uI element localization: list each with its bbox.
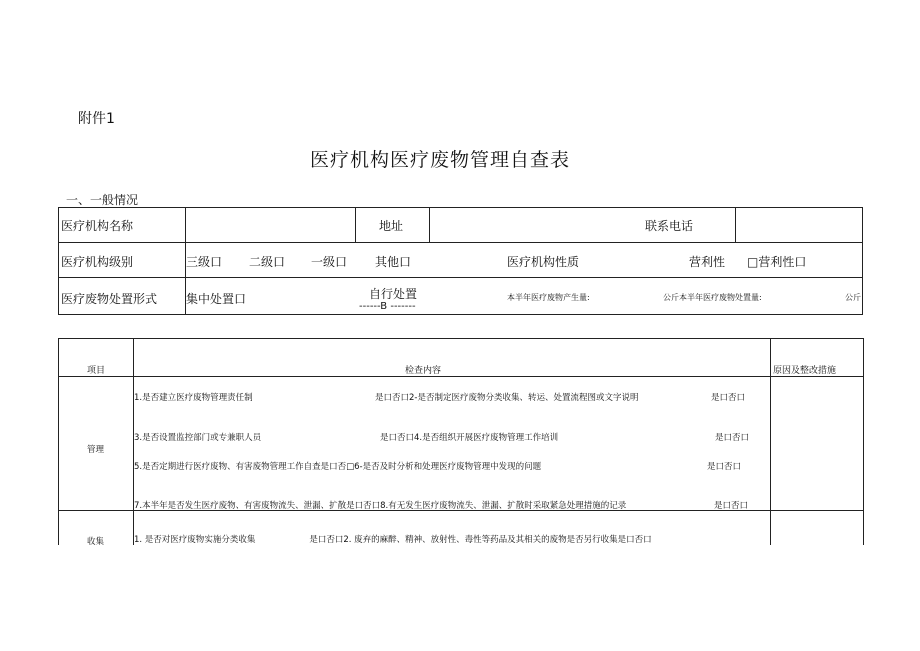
nature-checkbox-profit[interactable]: 营利性 [689,255,726,269]
level-checkbox-tertiary[interactable]: 三级口 [186,255,223,269]
disposal-checkbox-central[interactable]: 集中处置口 [186,292,247,306]
check-item-6-options[interactable]: 是口否口 [707,462,742,472]
col-divider [735,208,736,242]
check-item-3: 3.是否设置监控部门或专兼职人员 [134,433,262,443]
row-divider [59,277,862,278]
management-label: 管理 [87,445,105,455]
waste-disposed-label: 公斤本半年医疗废物处置量: [663,293,762,302]
header-reason: 原因及整改措施 [773,366,837,376]
level-checkbox-primary[interactable]: 一级口 [311,255,348,269]
check-item-2-options[interactable]: 是口否口 [711,393,746,403]
check-item-3-4-options[interactable]: 是口否口4.是否组织开展医疗废物管理工作培训 [380,433,559,443]
unit-kg-label: 公斤 [845,293,861,302]
check-item-1-2-options[interactable]: 是口否口2-是否制定医疗废物分类收集、转运、处置流程图或文字说明 [375,393,639,403]
check-item-1: 1.是否建立医疗废物管理责任制 [134,393,253,403]
col-divider [429,208,430,242]
attachment-label: 附件1 [78,111,115,127]
check-item-7-8[interactable]: 7.本半年是否发生医疗废物、有害废物流失、泄漏、扩散是口否口8.有无发生医疗废物流失、泄漏、扩散时采取紧急处理措施的记录 [134,501,627,511]
row-divider [59,376,863,377]
header-content: 检查内容 [405,366,442,376]
collection-label: 收集 [87,537,105,547]
disposal-self-label[interactable]: 自行处置 [369,287,418,301]
check-item-4-options[interactable]: 是口否口 [715,433,750,443]
nature-checkbox-nonprofit[interactable]: □营利性口 [747,255,807,269]
level-checkbox-secondary[interactable]: 二级口 [249,255,286,269]
institution-level-label: 医疗机构级别 [61,255,134,269]
section-general-heading: 一、一般情况 [66,193,139,207]
check-item-8-options[interactable]: 是口否口 [714,501,749,511]
institution-name-label: 医疗机构名称 [61,219,134,233]
col-divider [355,208,356,242]
disposal-self-underline: ------B ------- [359,301,416,312]
disposal-form-label: 医疗废物处置形式 [61,292,158,306]
waste-produced-label: 本半年医疗废物产生量: [507,293,590,302]
col-divider [770,339,771,545]
page-title: 医疗机构医疗废物管理自查表 [309,149,570,171]
check-item-5-6[interactable]: 5.是否定期进行医疗废物、有害废物管理工作自查是口否□6-是否及时分析和处理医疗废物管理中发现的问题 [134,462,542,472]
collection-check-items[interactable]: 1. 是否对医疗废物实施分类收集 是口否口2. 废弃的麻醉、精神、放射性、毒性等药品及其相关的废物是否另行收集是口否口 [134,535,652,545]
inspection-table [58,338,864,545]
general-info-table [58,207,863,315]
address-label: 地址 [379,219,404,233]
institution-nature-label: 医疗机构性质 [507,255,580,269]
row-divider [59,242,862,243]
header-item: 项目 [87,366,106,376]
level-checkbox-other[interactable]: 其他口 [375,255,412,269]
contact-phone-label: 联系电话 [645,219,694,233]
